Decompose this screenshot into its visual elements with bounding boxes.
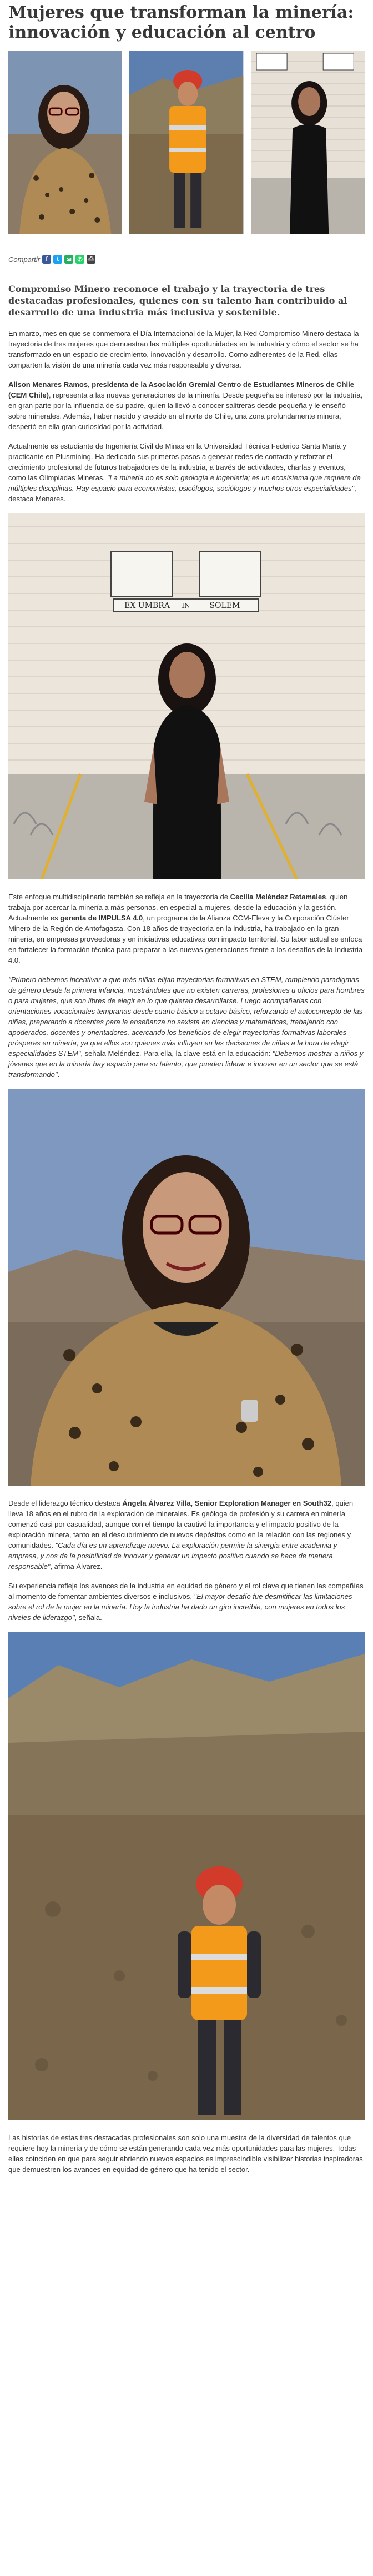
- paragraph-alison-career: [8, 441, 365, 504]
- article-title: Mujeres que transforman la minería: innovación y educación al centro: [8, 3, 354, 42]
- alison-career-text: Actualmente es estudiante de Ingeniería Civil de Minas en la Universidad Técnica Federico Santa María y practicante en Plusmining. Ha dedicado sus primeros pasos a generar redes de contacto y reforzar el crecimiento profesional de futuros trabajadores de la industria, a través de actividades, charlas y eventos, como las Olimpiadas Mineras.: [8, 442, 346, 482]
- angela-quote-2: "El mayor desafío fue desmitificar las limitaciones sobre el rol de la mujer en la minería. Hoy la industria ha dado un giro increíble, con mujeres en todos los niveles de liderazgo": [8, 1592, 352, 1622]
- angela-experience-text: Su experiencia refleja los avances de la industria en equidad de género y el rol clave que tienen las compañías al momento de fomentar ambientes diversos e inclusivos.: [8, 1582, 364, 1601]
- article-lead: Compromiso Minero reconoce el trabajo y la trayectoria de tres destacadas profesionales, quienes con su talento han contribuido al desarrollo de una industria más inclusiva y sostenible.: [8, 284, 347, 318]
- angela-name: Ángela Álvarez Villa, Senior Exploration Manager en South32: [122, 1499, 332, 1507]
- cecilia-name: Cecilia Meléndez Retamales: [230, 893, 326, 901]
- gallery-photo-alison[interactable]: [251, 51, 365, 234]
- cecilia-quote-2: "Debemos mostrar a niños y jóvenes que en la minería hay espacio para su talento, que pueden liderar e innovar en un sector que se está transformando": [8, 1049, 364, 1079]
- photo-angela: [8, 1632, 365, 2120]
- angela-quote: "Cada día es un aprendizaje nuevo. La exploración permite la sinergia entre academia y empresa, y nos da la posibilidad de innovar y generar un impacto positivo cuando se hace de manera responsable": [8, 1541, 337, 1571]
- sign-text-right: SOLEM: [209, 601, 240, 610]
- angela-quote-end: , afirma Álvarez.: [50, 1562, 103, 1571]
- cecilia-text: , quien trabaja por acercar la minería a más personas, en especial a mujeres, desde la educación y la gestión. Actualmente es: [8, 893, 348, 922]
- print-icon[interactable]: ⎙: [87, 255, 95, 264]
- cecilia-quote: "Primero debemos incentivar a que más niñas elijan trayectorias formativas en STEM, rompiendo paradigmas de género desde la primera infancia, mostrándoles que no existen carreras, profesiones u oficios para hombres o para mujeres, que son libres de elegir en lo que quieran desarrollarse. Luego acompañarlas con orientaciones vocacionales tempranas desde cuarto básico a octavo básico, reforzando el autoconcepto de las niñas, preparando a docentes para la enseñanza no sexista en ciencias y matemáticas, trabajando con apoderados, docentes y orientadores, acercando los beneficios de elegir trayectorias formativas laborales prósperas en minería, ya que ellos son quienes más influyen en las decisiones de niñas a la hora de elegir especialidades STEM": [8, 975, 365, 1058]
- paragraph-angela-experience: [8, 1581, 365, 1623]
- alison-quote-end: , destaca Menares.: [8, 484, 356, 503]
- cecilia-text-2: , un programa de la Alianza CCM-Eleva y la Corporación Clúster Minero de la Región de Antofagasta. Con 18 años de trayectoria en la industria, ha trabajado en la gran minería, en empresas proveedoras y en iniciativas educativas con impacto territorial. Su labor actual se enfoca en fortalecer la formación técnica para preparar a las nuevas generaciones frente a los desafíos de la Industria 4.0.: [8, 914, 363, 964]
- gallery-photo-cecilia[interactable]: [8, 51, 122, 234]
- paragraph-intro: En marzo, mes en que se conmemora el Día Internacional de la Mujer, la Red Compromiso Minero destaca la trayectoria de tres mujeres que demuestran las múltiples oportunidades en la industria y cómo el sector se ha transformado en un espacio de crecimiento, innovación y desarrollo. Como adherentes de la Red, ellas comparten la visión de una minería cada vez más responsable y diversa.: [8, 329, 359, 369]
- paragraph-alison: [8, 379, 365, 432]
- alison-quote: "La minería no es solo geología e ingeniería; es un ecosistema que requiere de múltiples disciplinas. Hay espacio para economistas, psicólogos, sociólogos y muchos otros especialidades": [8, 474, 361, 492]
- angela-quote-2-end: , señala.: [74, 1613, 102, 1622]
- photo-cecilia: [8, 1089, 365, 1486]
- paragraph-angela: [8, 1498, 365, 1572]
- photo-alison: [8, 513, 365, 879]
- paragraph-cecilia-quote: [8, 974, 365, 1080]
- email-icon[interactable]: ✉: [64, 255, 73, 264]
- twitter-icon[interactable]: t: [53, 255, 62, 264]
- paragraph-closing: Las historias de estas tres destacadas profesionales son solo una muestra de la diversidad de talentos que requiere hoy la minería y de cómo se están generando cada vez más oportunidades para las mujeres. Todas ellas coinciden en que para seguir abriendo nuevos espacios es imprescindible visibilizar historias inspiradoras que demuestren los avances en equidad de género que ha tenido el sector.: [8, 2134, 363, 2174]
- cecilia-role: gerenta de IMPULSA 4.0: [60, 914, 143, 922]
- cecilia-intro: Este enfoque multidisciplinario también se refleja en la trayectoria de: [8, 893, 230, 901]
- facebook-icon[interactable]: f: [42, 255, 51, 264]
- photo-gallery: [8, 51, 365, 234]
- sign-text-left: EX UMBRA: [124, 601, 170, 610]
- alison-name: Alison Menares Ramos, presidenta de la Asociación Gremial Centro de Estudiantes Mineros de Chile (CEM Chile): [8, 380, 354, 399]
- share-label: Compartir: [8, 255, 41, 264]
- cecilia-quote-mid: , señala Meléndez. Para ella, la clave está en la educación:: [80, 1049, 273, 1058]
- sign-text-mid: IN: [182, 602, 190, 610]
- cecilia-quote-end: .: [57, 1070, 60, 1079]
- whatsapp-icon[interactable]: ✆: [75, 255, 84, 264]
- gallery-photo-angela[interactable]: [129, 51, 243, 234]
- angela-intro: Desde el liderazgo técnico destaca: [8, 1499, 123, 1507]
- share-bar: [8, 255, 365, 264]
- alison-text: , representa a las nuevas generaciones de la minería. Desde pequeña se interesó por la industria, en gran parte por la influencia de su padre, quien la llevó a conocer salitreras desde pequeña y le enseñó sobre minerales. Además, haber nacido y crecido en el norte de Chile, una zona profundamente minera, despertó en ella gran curiosidad por la actividad.: [8, 391, 363, 431]
- angela-text: , quien lleva 18 años en el rubro de la exploración de minerales. Es geóloga de profesión y su carrera en minería comenzó casi por casualidad, aunque con el tiempo la cautivó la importancia y el impacto positivo de la exploración minera, tanto en el descubrimiento de nuevos depósitos como en la relación con las regiones y comunidades.: [8, 1499, 354, 1549]
- paragraph-cecilia: [8, 892, 365, 965]
